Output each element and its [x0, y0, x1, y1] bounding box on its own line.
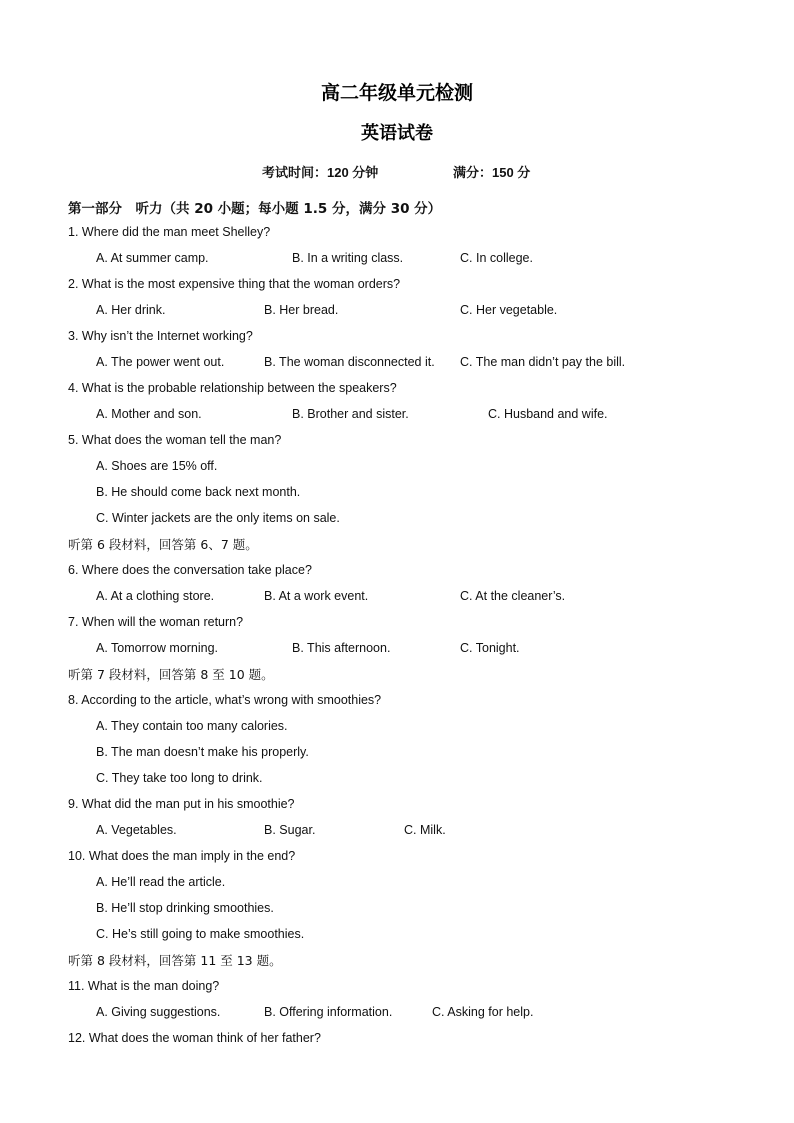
q2-option-c: C. Her vegetable. [460, 303, 558, 317]
q6-option-a: A. At a clothing store. [96, 589, 215, 603]
question-12: 12. What does the woman think of her father? [68, 1031, 321, 1045]
exam-score: 满分：150 分 [453, 165, 531, 180]
question-1: 1. Where did the man meet Shelley? [68, 225, 271, 239]
page-title: 高二年级单元检测 [320, 82, 473, 104]
question-3: 3. Why isn’t the Internet working? [68, 329, 253, 343]
question-11: 11. What is the man doing? [68, 979, 220, 993]
q1-option-b: B. In a writing class. [292, 251, 404, 265]
q5-option-a: A. Shoes are 15% off. [96, 459, 218, 473]
question-6: 6. Where does the conversation take place? [68, 563, 312, 577]
q4-option-c: C. Husband and wife. [488, 407, 608, 421]
question-5: 5. What does the woman tell the man? [68, 433, 282, 447]
q3-option-b: B. The woman disconnected it. [264, 355, 435, 369]
q7-option-c: C. Tonight. [460, 641, 520, 655]
q4-option-a: A. Mother and son. [96, 407, 202, 421]
q5-option-c: C. Winter jackets are the only items on sale. [96, 511, 340, 525]
question-2: 2. What is the most expensive thing that the woman orders? [68, 277, 401, 291]
question-8: 8. According to the article, what’s wrong with smoothies? [68, 693, 382, 707]
q11-option-a: A. Giving suggestions. [96, 1005, 221, 1019]
q11-option-c: C. Asking for help. [432, 1005, 534, 1019]
q6-option-b: B. At a work event. [264, 589, 369, 603]
question-10: 10. What does the man imply in the end? [68, 849, 296, 863]
q1-option-c: C. In college. [460, 251, 533, 265]
q10-option-c: C. He’s still going to make smoothies. [96, 927, 305, 941]
q3-option-c: C. The man didn’t pay the bill. [460, 355, 626, 369]
q9-option-a: A. Vegetables. [96, 823, 177, 837]
q7-option-a: A. Tomorrow morning. [96, 641, 219, 655]
q9-option-c: C. Milk. [404, 823, 446, 837]
exam-time: 考试时间：120 分钟 [262, 165, 379, 180]
q10-option-b: B. He’ll stop drinking smoothies. [96, 901, 274, 915]
q2-option-b: B. Her bread. [264, 303, 339, 317]
q8-option-b: B. The man doesn’t make his properly. [96, 745, 309, 759]
section-8-instruction: 听第 8 段材料，回答第 11 至 13 题。 [68, 953, 282, 968]
q11-option-b: B. Offering information. [264, 1005, 393, 1019]
q9-option-b: B. Sugar. [264, 823, 316, 837]
page-subtitle: 英语试卷 [361, 123, 433, 144]
q3-option-a: A. The power went out. [96, 355, 225, 369]
q6-option-c: C. At the cleaner’s. [460, 589, 566, 603]
q8-option-c: C. They take too long to drink. [96, 771, 263, 785]
q8-option-a: A. They contain too many calories. [96, 719, 288, 733]
q2-option-a: A. Her drink. [96, 303, 166, 317]
question-7: 7. When will the woman return? [68, 615, 244, 629]
q7-option-b: B. This afternoon. [292, 641, 391, 655]
section-6-instruction: 听第 6 段材料，回答第 6、7 题。 [68, 537, 258, 552]
q1-option-a: A. At summer camp. [96, 251, 209, 265]
q5-option-b: B. He should come back next month. [96, 485, 301, 499]
section-7-instruction: 听第 7 段材料，回答第 8 至 10 题。 [68, 667, 274, 682]
q4-option-b: B. Brother and sister. [292, 407, 409, 421]
q10-option-a: A. He’ll read the article. [96, 875, 226, 889]
part-heading: 第一部分 听力（共 20 小题；每小题 1.5 分，满分 30 分） [68, 201, 442, 217]
question-9: 9. What did the man put in his smoothie? [68, 797, 295, 811]
question-4: 4. What is the probable relationship between the speakers? [68, 381, 397, 395]
